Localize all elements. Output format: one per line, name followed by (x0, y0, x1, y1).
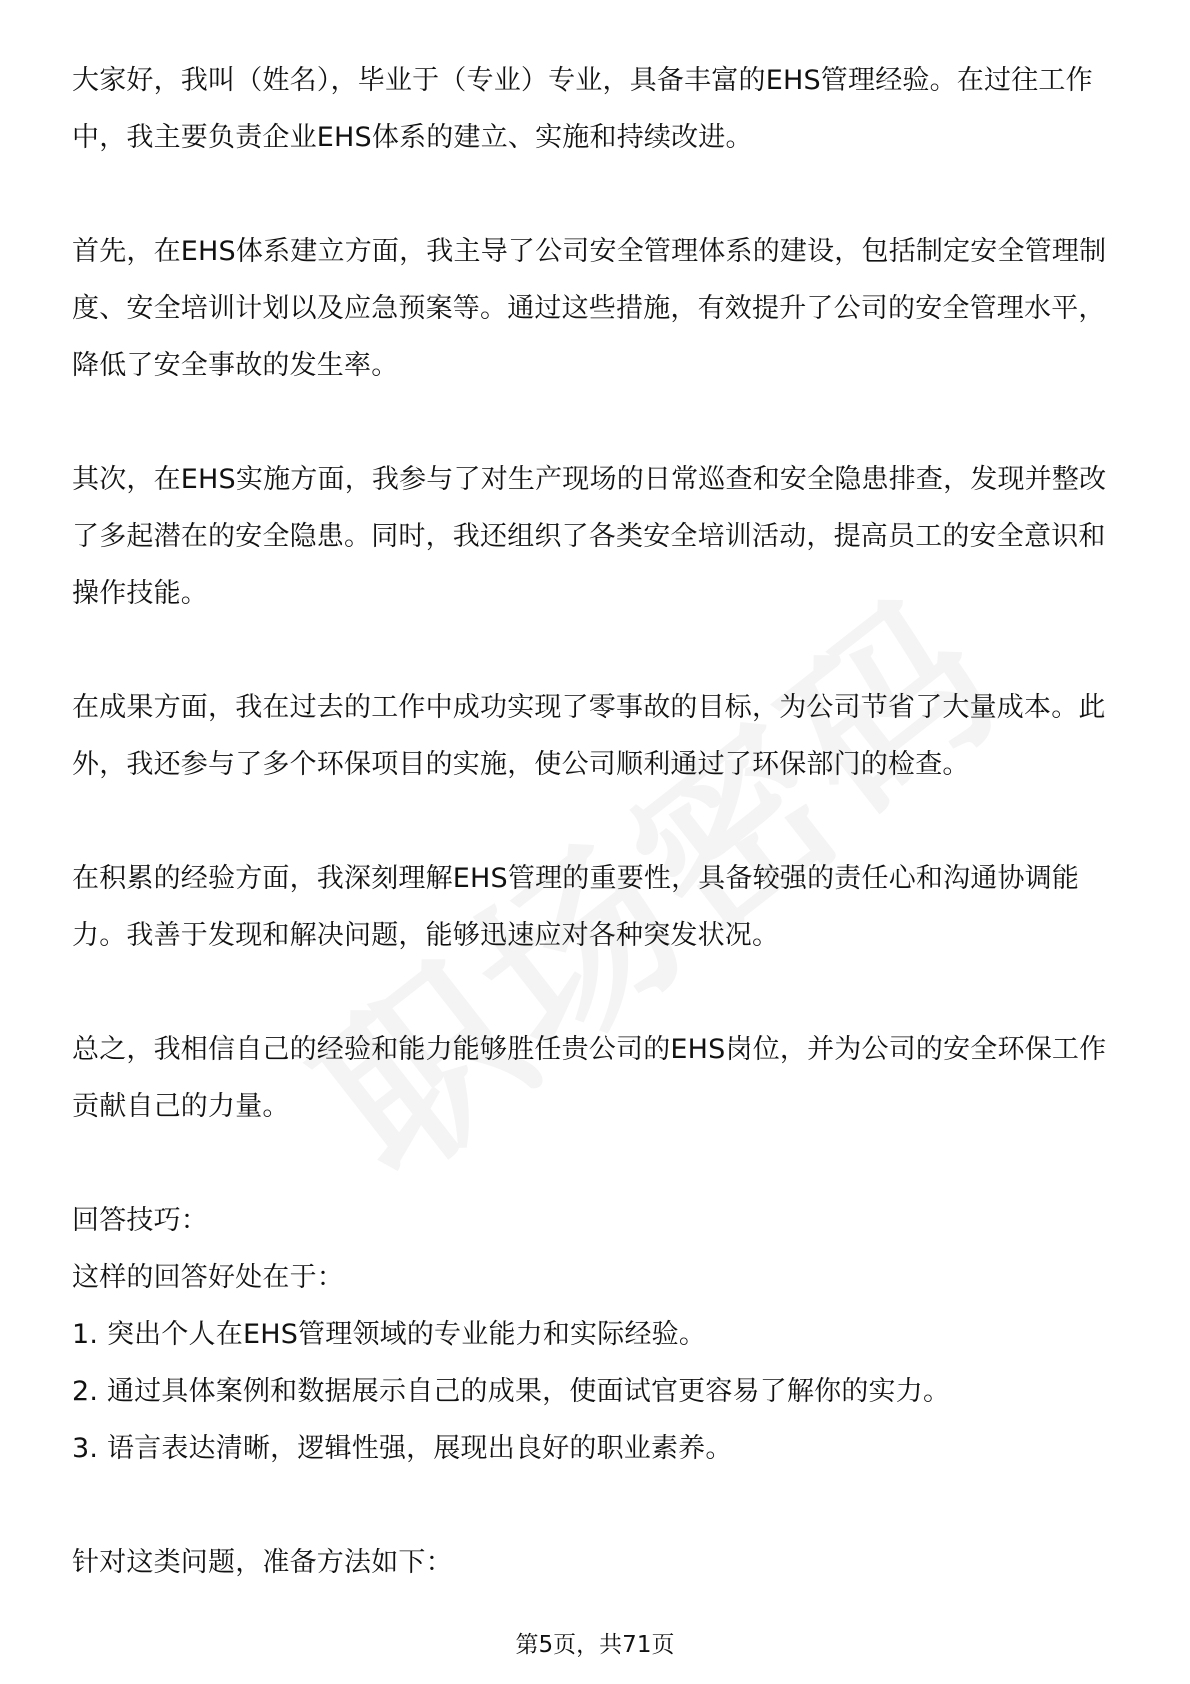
paragraph-intro: 大家好，我叫（姓名），毕业于（专业）专业，具备丰富的EHS管理经验。在过往工作中，我主要负责企业EHS体系的建立、实施和持续改进。 (72, 65, 1093, 153)
preparation-heading: 针对这类问题，准备方法如下： (72, 1547, 453, 1578)
tips-item: 3. 语言表达清晰，逻辑性强，展现出良好的职业素养。 (72, 1433, 733, 1464)
tips-item: 2. 通过具体案例和数据展示自己的成果，使面试官更容易了解你的实力。 (72, 1376, 951, 1407)
tips-intro: 这样的回答好处在于： (72, 1262, 344, 1293)
tips-item: 1. 突出个人在EHS管理领域的专业能力和实际经验。 (72, 1319, 707, 1350)
paragraph-conclusion: 总之，我相信自己的经验和能力能够胜任贵公司的EHS岗位，并为公司的安全环保工作贡献自己的力量。 (72, 1034, 1107, 1122)
answer-tips-section (72, 1192, 1122, 1477)
paragraph-achievements: 在成果方面，我在过去的工作中成功实现了零事故的目标，为公司节省了大量成本。此外，我还参与了多个环保项目的实施，使公司顺利通过了环保部门的检查。 (72, 692, 1106, 780)
paragraph-implementation: 其次，在EHS实施方面，我参与了对生产现场的日常巡查和安全隐患排查，发现并整改了多起潜在的安全隐患。同时，我还组织了各类安全培训活动，提高员工的安全意识和操作技能。 (72, 464, 1107, 609)
document-body (72, 52, 1122, 1591)
paragraph-system-building: 首先，在EHS体系建立方面，我主导了公司安全管理体系的建设，包括制定安全管理制度、安全培训计划以及应急预案等。通过这些措施，有效提升了公司的安全管理水平，降低了安全事故的发生率。 (72, 236, 1107, 381)
paragraph-experience: 在积累的经验方面，我深刻理解EHS管理的重要性，具备较强的责任心和沟通协调能力。我善于发现和解决问题，能够迅速应对各种突发状况。 (72, 863, 1080, 951)
tips-heading: 回答技巧： (72, 1205, 208, 1236)
page-number: 第5页，共71页 (515, 1632, 675, 1658)
